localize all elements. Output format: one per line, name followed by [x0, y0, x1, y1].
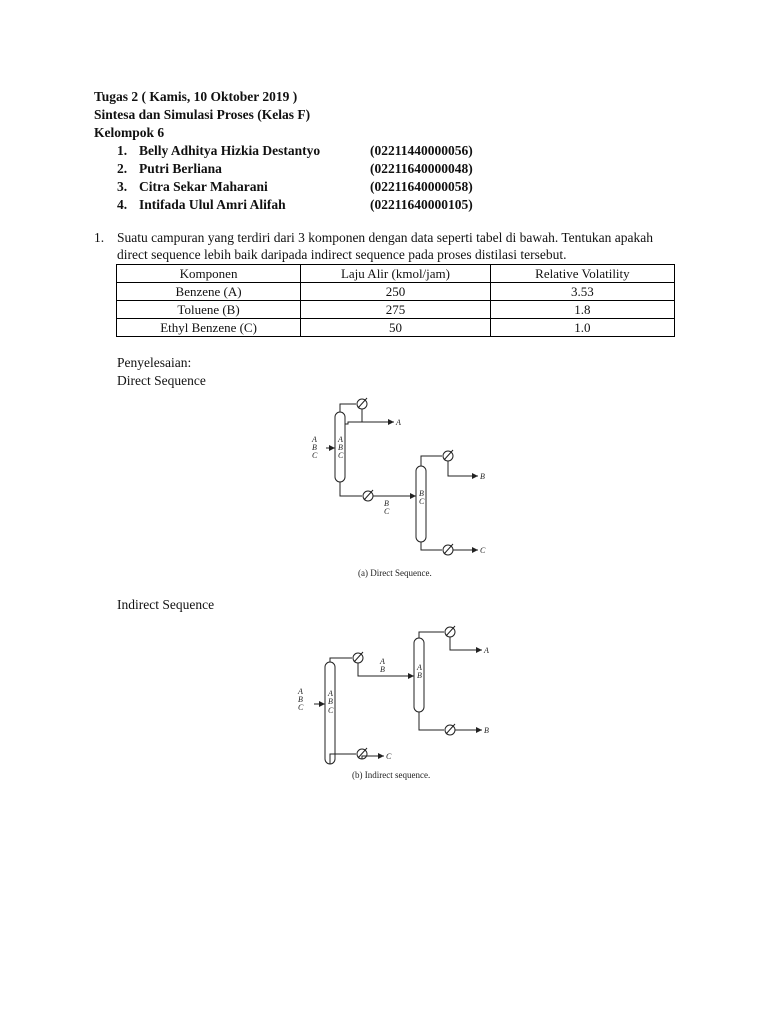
overhead-line-2	[421, 456, 442, 466]
member-name: Intifada Ulul Amri Alifah	[139, 197, 286, 212]
table-cell: 50	[301, 319, 491, 337]
indirect-sequence-diagram	[290, 614, 510, 784]
member-number: 4.	[117, 197, 128, 212]
column2-label-b: B	[417, 671, 422, 680]
overhead-line	[330, 658, 352, 662]
member-id: (02211640000048)	[370, 161, 473, 176]
transfer-label-a: A	[380, 657, 385, 666]
table-header: Laju Alir (kmol/jam)	[301, 265, 491, 283]
feed-label-c: C	[312, 451, 318, 460]
member-id: (02211640000105)	[370, 197, 473, 212]
table-row	[117, 301, 675, 319]
feed-label-c: C	[298, 703, 304, 712]
product-label-b: B	[480, 472, 485, 481]
table-header-row	[117, 265, 675, 283]
member-name: Citra Sekar Maharani	[139, 179, 268, 194]
solution-label: Penyelesaian:	[117, 355, 192, 370]
product-label-c: C	[480, 546, 486, 555]
product-label-c: C	[386, 752, 392, 761]
table-header: Komponen	[117, 265, 301, 283]
column-label-c: C	[328, 706, 334, 715]
table-header: Relative Volatility	[490, 265, 674, 283]
table-cell: 250	[301, 283, 491, 301]
product-label-b: B	[484, 726, 489, 735]
indirect-sequence-heading: Indirect Sequence	[117, 597, 215, 612]
direct-sequence-heading: Direct Sequence	[117, 373, 206, 388]
overhead-line	[340, 404, 356, 412]
overhead-line-2	[419, 632, 444, 638]
transfer-label-b: B	[380, 665, 385, 674]
feed-label-b: B	[312, 443, 317, 452]
table-row	[117, 283, 675, 301]
distillate-a-line	[362, 409, 394, 422]
member-id: (02211640000058)	[370, 179, 473, 194]
transfer-label-b: B	[384, 499, 389, 508]
column2-label-b: B	[419, 489, 424, 498]
column-label-b: B	[328, 697, 333, 706]
ab-transfer-line	[358, 663, 414, 676]
indirect-caption: (b) Indirect sequence.	[352, 770, 431, 780]
table-cell: 275	[301, 301, 491, 319]
table-cell: Toluene (B)	[117, 301, 301, 319]
assignment-title: Tugas 2 ( Kamis, 10 Oktober 2019 )	[94, 89, 298, 104]
bottoms-line-2	[419, 712, 444, 730]
component-table	[116, 264, 675, 337]
direct-caption: (a) Direct Sequence.	[358, 568, 432, 578]
feed-label-b: B	[298, 695, 303, 704]
table-cell: Ethyl Benzene (C)	[117, 319, 301, 337]
feed-label-a: A	[312, 435, 317, 444]
column2-label-a: A	[417, 663, 422, 672]
question-text: Suatu campuran yang terdiri dari 3 komponen dengan data seperti tabel di bawah. Tentukan apakah direct sequence lebih baik daripada indirect sequence pada proses distilasi tersebut.	[117, 230, 653, 262]
member-name: Belly Adhitya Hizkia Destantyo	[139, 143, 321, 158]
group-title: Kelompok 6	[94, 125, 165, 140]
column2-label-c: C	[419, 497, 425, 506]
member-number: 1.	[117, 143, 128, 158]
reflux-line	[345, 422, 362, 424]
course-title: Sintesa dan Simulasi Proses (Kelas F)	[94, 107, 311, 122]
column-label-c: C	[338, 451, 344, 460]
member-number: 2.	[117, 161, 128, 176]
distillate-a-line	[450, 637, 482, 650]
column-label-b: B	[338, 443, 343, 452]
table-cell: Benzene (A)	[117, 283, 301, 301]
product-label-a: A	[484, 646, 489, 655]
column-label-a: A	[328, 689, 333, 698]
question-number: 1.	[94, 230, 105, 245]
table-cell: 1.8	[490, 301, 674, 319]
bottoms-line	[340, 482, 362, 496]
direct-sequence-diagram	[290, 388, 510, 582]
table-row	[117, 319, 675, 337]
member-id: (02211440000056)	[370, 143, 473, 158]
member-name: Putri Berliana	[139, 161, 222, 176]
distillate-b-line	[448, 461, 478, 476]
product-label-a: A	[396, 418, 401, 427]
feed-label-a: A	[298, 687, 303, 696]
table-cell: 1.0	[490, 319, 674, 337]
column-label-a: A	[338, 435, 343, 444]
transfer-label-c: C	[384, 507, 390, 516]
bottoms-line-2	[421, 542, 442, 550]
table-cell: 3.53	[490, 283, 674, 301]
member-number: 3.	[117, 179, 128, 194]
